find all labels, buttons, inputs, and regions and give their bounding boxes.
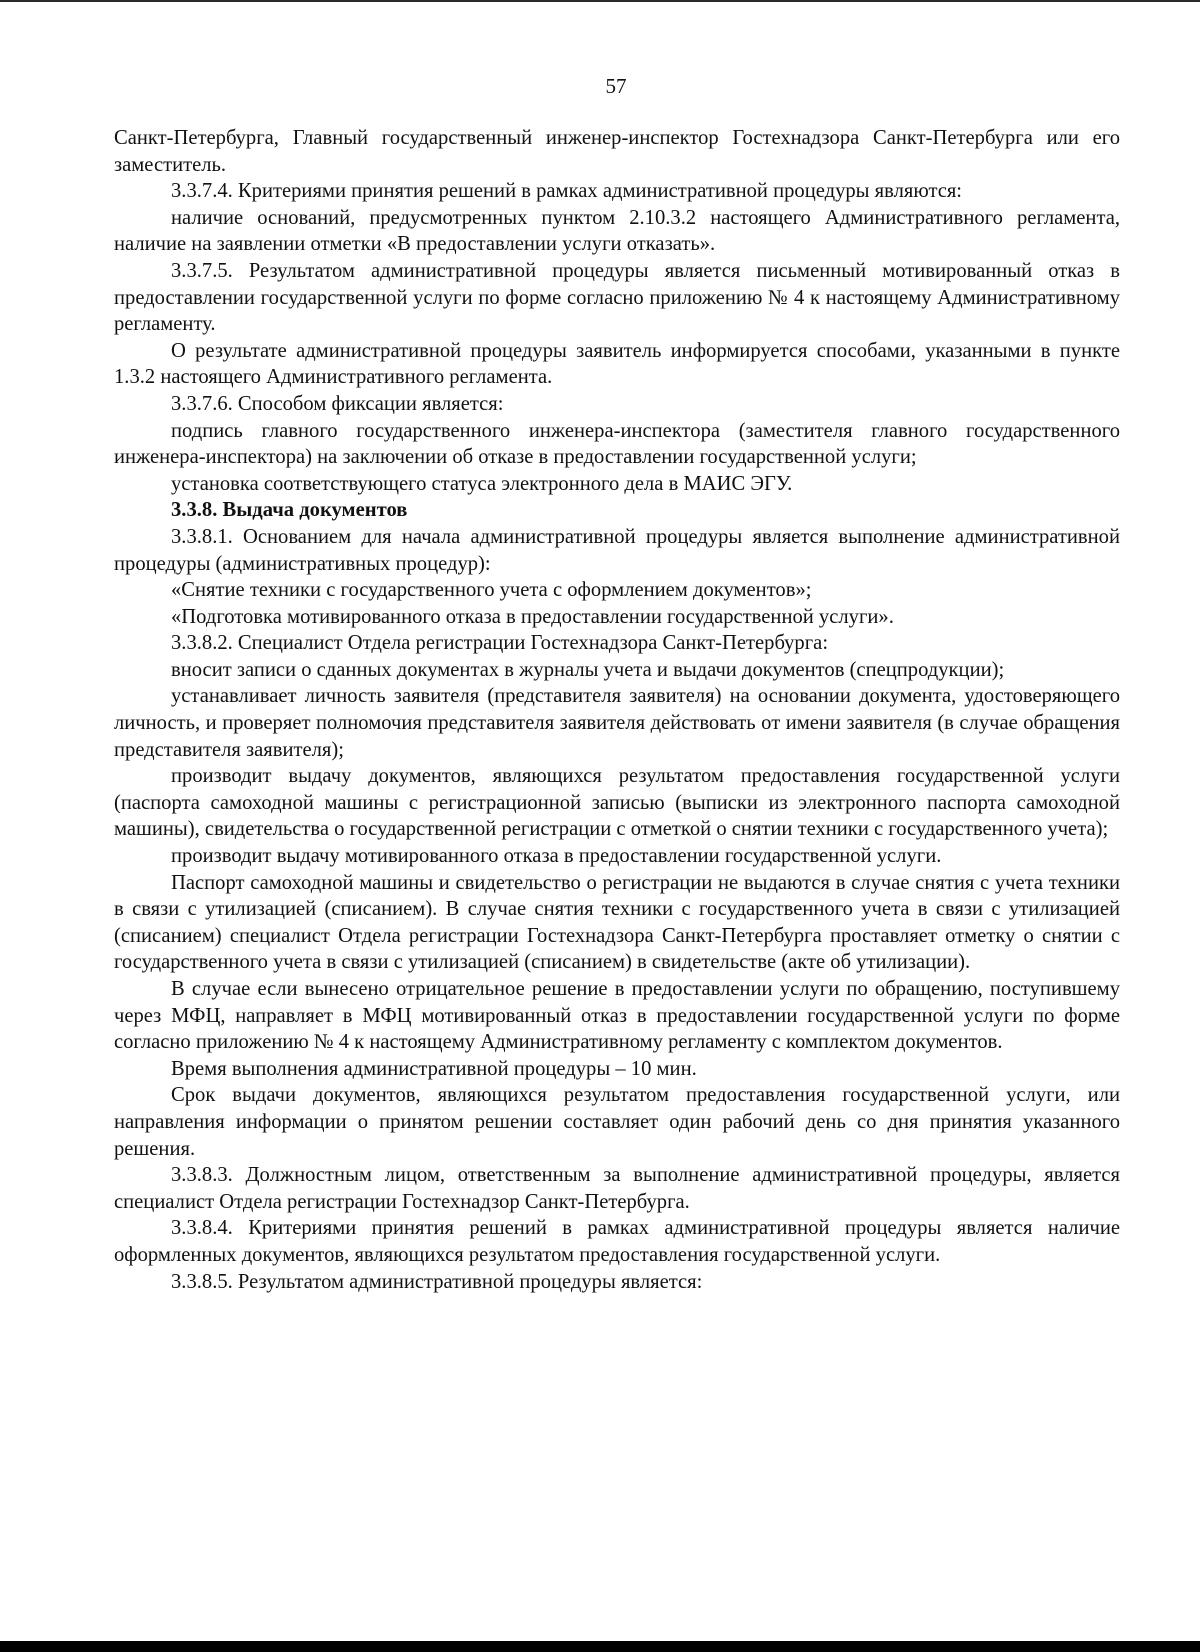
body-paragraph: 3.3.8.2. Специалист Отдела регистрации Гостехнадзора Санкт-Петербурга: (171, 632, 829, 655)
body-paragraph: вносит записи о сданных документах в журналы учета и выдачи документов (спецпродукции); (171, 658, 1005, 681)
body-paragraph: 3.3.8.5. Результатом административной процедуры является: (171, 1270, 703, 1293)
body-paragraph: 3.3.7.4. Критериями принятия решений в рамках административной процедуры являются: (171, 180, 963, 203)
body-paragraph: 3.3.7.5. Результатом административной процедуры является письменный мотивированный отказ в предоставлении государственной услуги по форме согласно приложению № 4 к настоящему Административному регламенту. (114, 259, 1120, 336)
body-paragraph: производит выдачу документов, являющихся результатом предоставления государственной услуги (паспорта самоходной машины с регистрационной записью (выписки из электронного паспорта самоходной машины), свидетельства о государственной регистрации с отметкой о снятии техники с государственного учета); (114, 765, 1120, 841)
scan-top-edge (0, 0, 1200, 2)
body-paragraph: Срок выдачи документов, являющихся результатом предоставления государственной услуги, или направления информации о принятом решении составляет один рабочий день со дня принятия указанного решения. (114, 1084, 1120, 1160)
body-paragraph: В случае если вынесено отрицательное решение в предоставлении услуги по обращению, поступившему через МФЦ, направляет в МФЦ мотивированный отказ в предоставлении государственной услуги по форме согласно приложению № 4 к настоящему Административному регламенту с комплектом документов. (114, 978, 1120, 1054)
page-number: 57 (605, 74, 627, 98)
body-paragraph: Санкт-Петербурга, Главный государственный инженер-инспектор Гостехнадзора Санкт-Петербурга или его заместитель. (114, 127, 1120, 176)
body-paragraph: 3.3.7.6. Способом фиксации является: (171, 392, 504, 415)
body-paragraph: «Снятие техники с государственного учета с оформлением документов»; (171, 579, 812, 602)
body-paragraph: подпись главного государственного инженера-инспектора (заместителя главного государственного инженера-инспектора) на заключении об отказе в предоставлении государственной услуги; (114, 419, 1120, 469)
body-paragraph: 3.3.8.1. Основанием для начала административной процедуры является выполнение административной процедуры (административных процедур): (114, 525, 1120, 575)
body-paragraph: «Подготовка мотивированного отказа в предоставлении государственной услуги». (171, 605, 894, 628)
body-paragraph: производит выдачу мотивированного отказа в предоставлении государственной услуги. (171, 845, 942, 868)
body-paragraph: наличие оснований, предусмотренных пунктом 2.10.3.2 настоящего Административного регламента, наличие на заявлении отметки «В предоставлении услуги отказать». (114, 206, 1120, 256)
body-paragraph: установка соответствующего статуса электронного дела в МАИС ЭГУ. (171, 472, 793, 495)
body-paragraph: Время выполнения административной процедуры – 10 мин. (171, 1057, 697, 1080)
document-body (114, 125, 1120, 1295)
body-paragraph: устанавливает личность заявителя (представителя заявителя) на основании документа, удостоверяющего личность, и проверяет полномочия представителя заявителя действовать от имени заявителя (в случае обращения представителя заявителя); (114, 685, 1120, 761)
section-heading: 3.3.8. Выдача документов (171, 499, 408, 522)
scan-bottom-edge (0, 1641, 1200, 1652)
body-paragraph: Паспорт самоходной машины и свидетельство о регистрации не выдаются в случае снятия с учета техники в связи с утилизацией (списанием). В случае снятия техники с государственного учета в связи с утилизацией (списанием) специалист Отдела регистрации Гостехнадзора Санкт-Петербурга проставляет отметку о снятии с государственного учета в связи с утилизацией (списанием) в свидетельстве (акте об утилизации). (114, 871, 1120, 974)
body-paragraph: 3.3.8.4. Критериями принятия решений в рамках административной процедуры является наличие оформленных документов, являющихся результатом предоставления государственной услуги. (114, 1217, 1120, 1266)
body-paragraph: 3.3.8.3. Должностным лицом, ответственным за выполнение административной процедуры, является специалист Отдела регистрации Гостехнадзор Санкт-Петербурга. (114, 1164, 1120, 1213)
body-paragraph: О результате административной процедуры заявитель информируется способами, указанными в пункте 1.3.2 настоящего Административного регламента. (114, 339, 1120, 389)
